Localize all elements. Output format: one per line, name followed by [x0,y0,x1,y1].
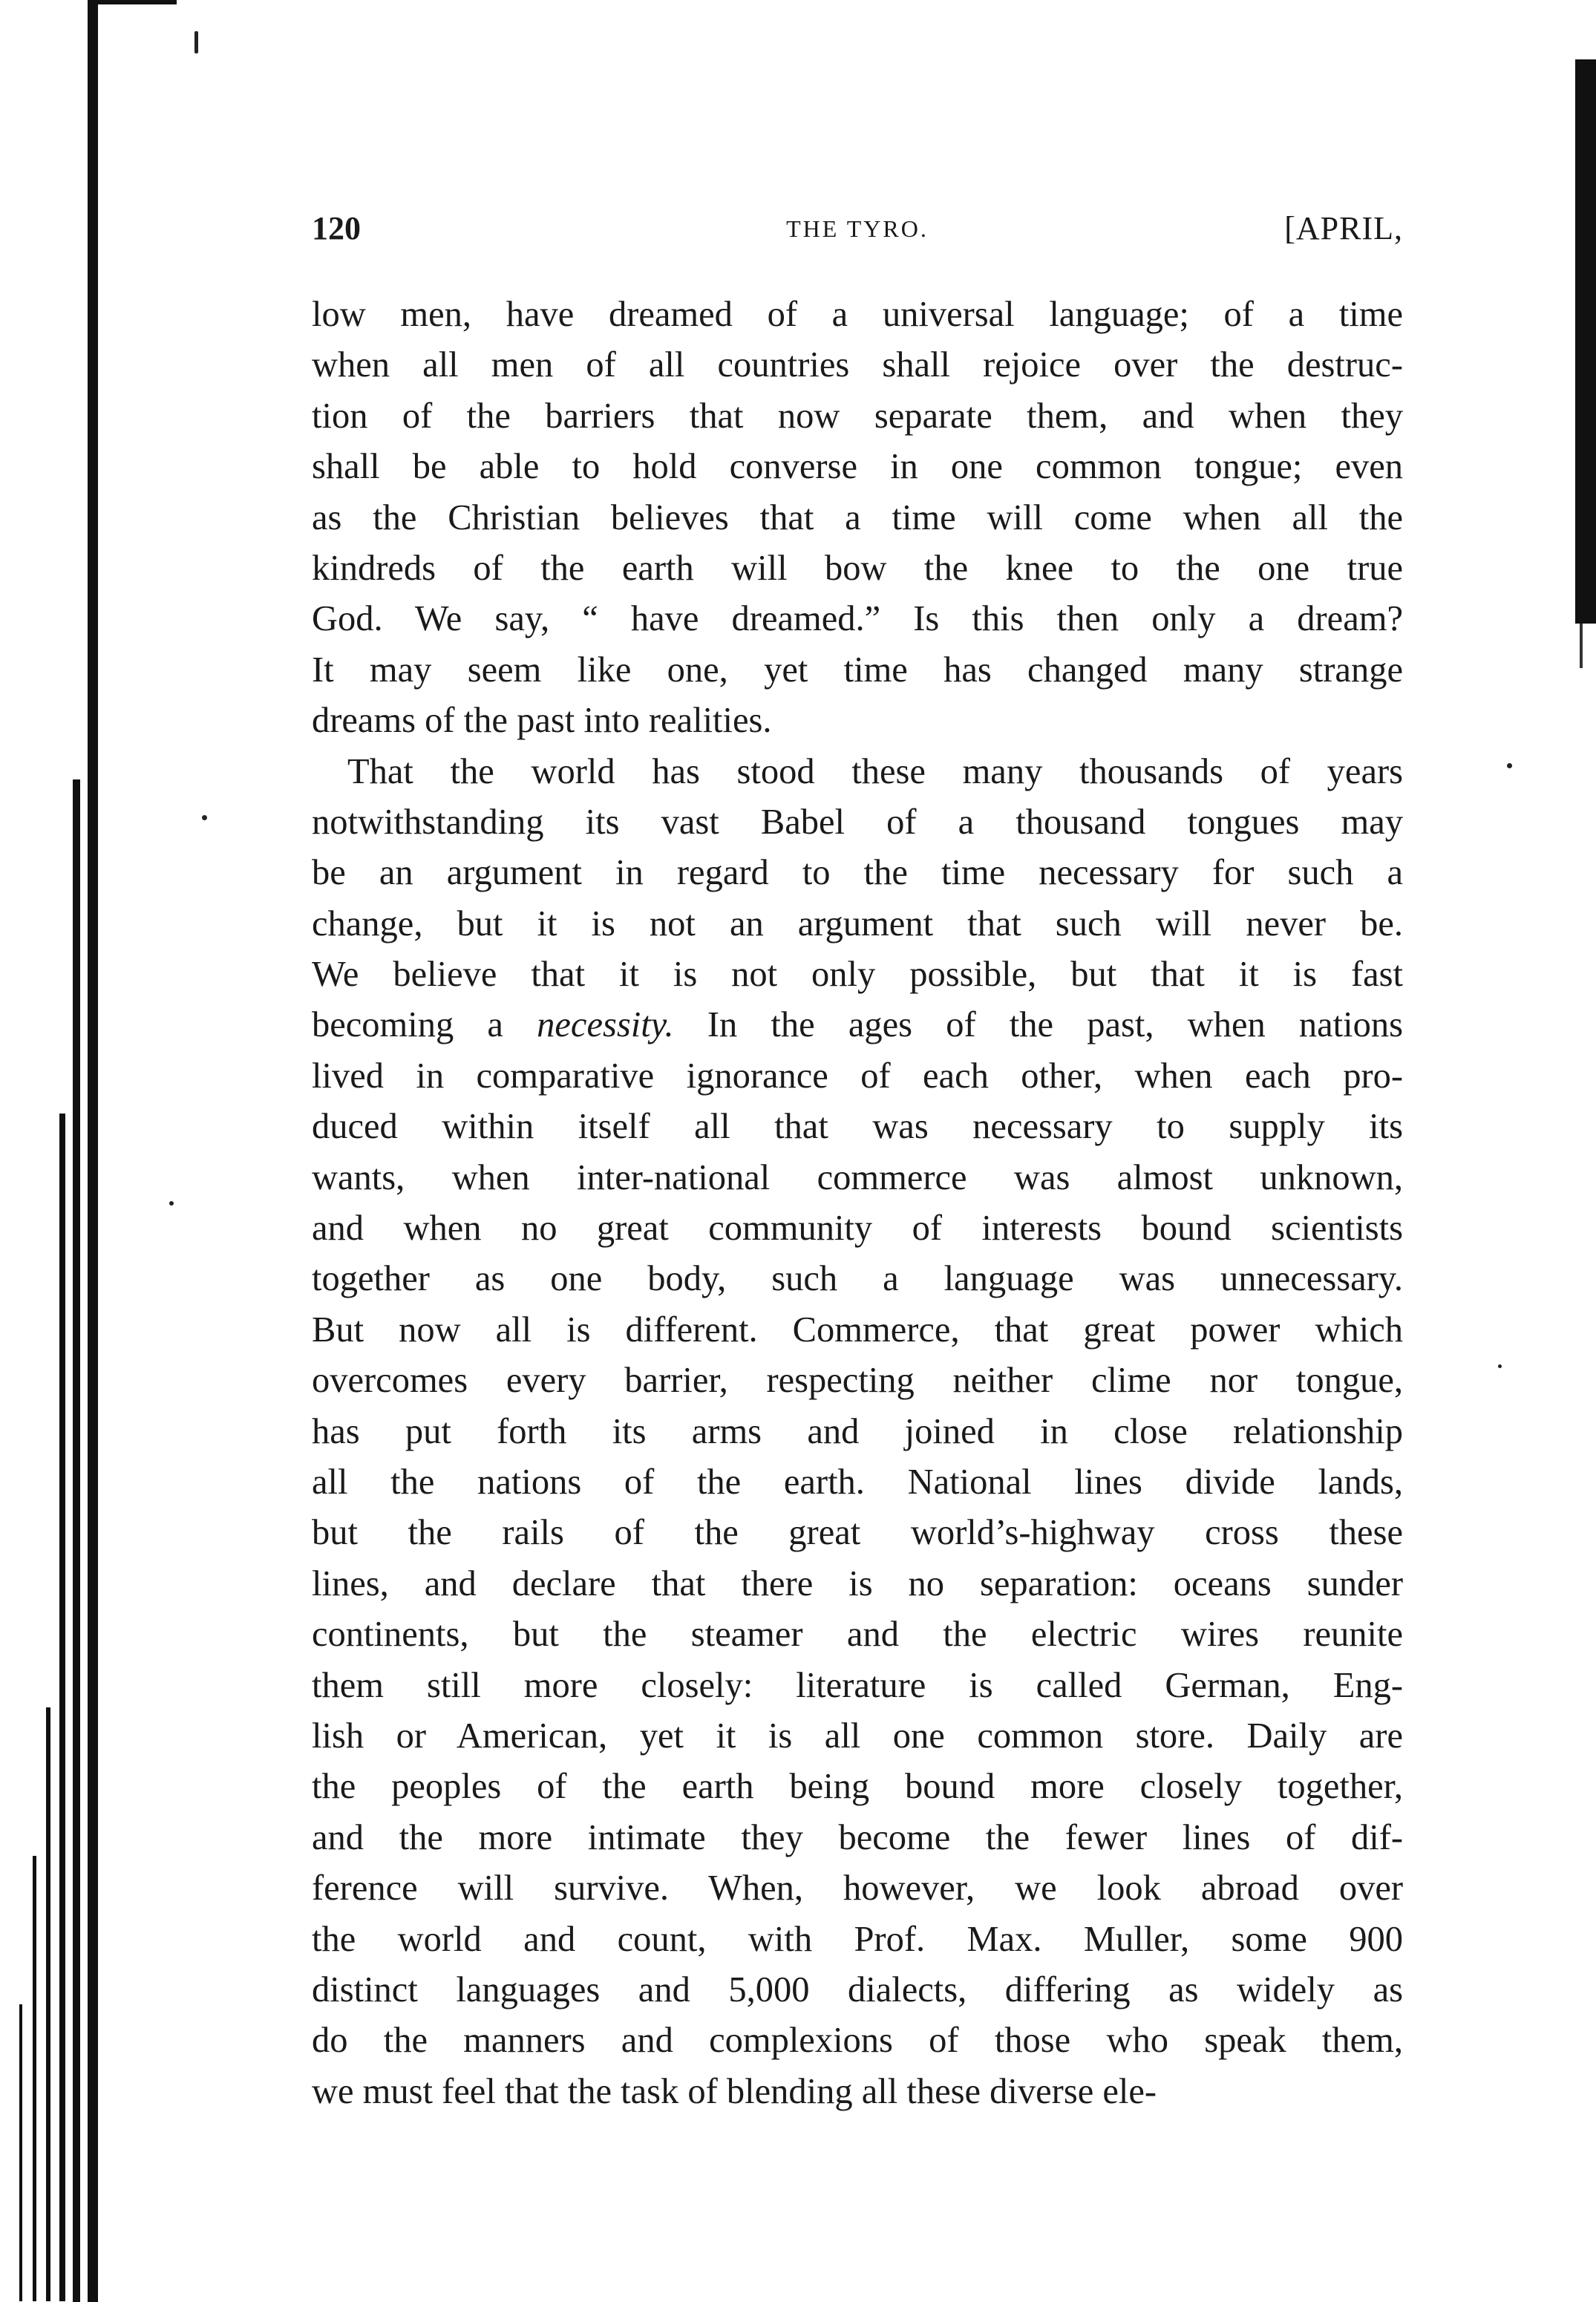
ink-speck [1498,1364,1502,1368]
text-line: together as one body, such a language was unnecessary. [312,1259,1403,1299]
text-line: kindreds of the earth will bow the knee to the one true [312,548,1403,588]
text-line: dreams of the past into realities. [312,701,772,741]
article-body [312,290,1403,2117]
text-line: do the manners and complexions of those who speak them, [312,2021,1403,2061]
text-line: them still more closely: literature is called German, Eng- [312,1665,1403,1705]
text-line: ference will survive. When, however, we look abroad over [312,1868,1403,1909]
text-line: That the world has stood these many thousands of years [347,751,1403,791]
right-page-edge [1575,59,1596,624]
ink-speck [1507,763,1512,768]
text-line: continents, but the steamer and the electric wires reunite [312,1615,1403,1655]
text-line: the peoples of the earth being bound more closely together, [312,1767,1403,1807]
running-head [312,209,1403,261]
issue-month: [APRIL, [1284,210,1403,246]
page-number: 120 [312,210,361,246]
text-line: and the more intimate they become the fewer lines of dif- [312,1817,1403,1857]
text-line: It may seem like one, yet time has changed many strange [312,650,1403,690]
ink-speck [169,1201,174,1206]
text-line: lived in comparative ignorance of each other, when each pro- [312,1056,1403,1096]
text-line: and when no great community of interests bound scientists [312,1209,1403,1249]
paragraph [312,747,1403,2118]
text-line: lish or American, yet it is all one common store. Daily are [312,1716,1403,1756]
text-line: We believe that it is not only possible, but that it is fast [312,955,1403,995]
text-line: be an argument in regard to the time necessary for such a [312,853,1403,893]
text-line: wants, when inter-national commerce was almost unknown, [312,1157,1403,1197]
text-line: but the rails of the great world’s-highway cross these [312,1513,1403,1553]
paragraph [312,290,1403,747]
text-line: low men, have dreamed of a universal language; of a time [312,295,1403,334]
text-line: as the Christian believes that a time will come when all the [312,497,1403,537]
text-line: the world and count, with Prof. Max. Muller, some 900 [312,1919,1403,1959]
text-line: becoming a necessity. In the ages of the past, when nations [312,1005,1404,1045]
right-page-edge-mark [1580,624,1583,668]
text-line: distinct languages and 5,000 dialects, differing as widely as [312,1969,1403,2010]
ink-speck [202,815,207,820]
text-line: has put forth its arms and joined in close relationship [312,1411,1403,1451]
text-line: notwithstanding its vast Babel of a thousand tongues may [312,802,1403,842]
binding-edge [0,0,104,2302]
text-line: lines, and declare that there is no separation: oceans sunder [312,1563,1403,1603]
text-line: we must feel that the task of blending all these diverse ele- [312,2071,1157,2111]
text-line: when all men of all countries shall rejoice over the destruc- [312,345,1403,385]
text-line: shall be able to hold converse in one common tongue; even [312,447,1403,487]
text-line: change, but it is not an argument that such will never be. [312,903,1403,944]
emphasis: necessity. [537,1005,674,1045]
text-line: God. We say, “ have dreamed.” Is this then only a dream? [312,599,1403,639]
text-line: overcomes every barrier, respecting neither clime nor tongue, [312,1361,1403,1401]
ink-speck [194,31,198,53]
text-line: tion of the barriers that now separate them, and when they [312,396,1403,436]
text-line: all the nations of the earth. National lines divide lands, [312,1462,1403,1502]
text-line: duced within itself all that was necessary to supply its [312,1107,1403,1147]
journal-title: THE TYRO. [786,215,929,242]
text-line: But now all is different. Commerce, that great power which [312,1309,1403,1350]
